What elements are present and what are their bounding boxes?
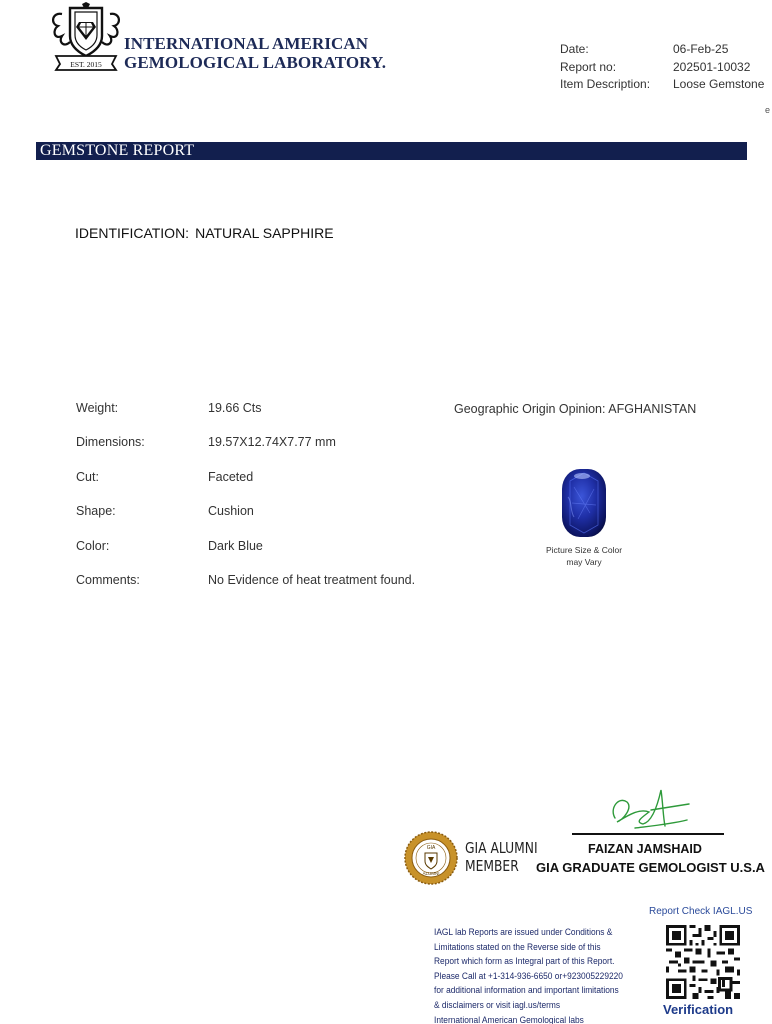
weight-value: 19.66 Cts xyxy=(208,401,262,415)
org-name-line1: INTERNATIONAL AMERICAN xyxy=(124,34,369,53)
disclaimer-line: IAGL lab Reports are issued under Conditions & xyxy=(434,927,613,937)
disclaimer-line: & disclaimers or visit iagl.us/terms xyxy=(434,999,561,1010)
signer-name: FAIZAN JAMSHAID xyxy=(588,842,702,856)
meta-overflow-char: e xyxy=(765,105,771,115)
verification-qr-code-icon[interactable] xyxy=(666,925,740,999)
gia-alumni-badge-text xyxy=(465,839,538,875)
item-description-label: Item Description: xyxy=(560,77,651,91)
color-label: Color: xyxy=(76,538,110,553)
identification xyxy=(75,225,334,241)
date-value: 06-Feb-25 xyxy=(673,42,729,56)
detail-row-shape xyxy=(76,504,436,538)
detail-row-weight xyxy=(76,401,436,435)
report-number-value: 202501-10032 xyxy=(673,59,751,74)
identification-label: IDENTIFICATION: xyxy=(75,225,190,241)
emblem-ribbon-text: EST. 2015 xyxy=(70,60,102,69)
gia-alumni-seal-icon xyxy=(404,831,458,885)
disclaimer-line: Limitations stated on the Reverse side of this xyxy=(434,941,601,952)
detail-row-comments xyxy=(76,573,436,607)
identification-value: NATURAL SAPPHIRE xyxy=(195,225,334,241)
cut-value: Faceted xyxy=(208,469,254,484)
item-description-value: Loose Gemstone xyxy=(673,77,765,91)
detail-row-cut xyxy=(76,470,436,504)
comments-label: Comments: xyxy=(76,572,140,587)
gem-caption-line1: Picture Size & Color xyxy=(545,545,623,555)
signature-line xyxy=(572,833,724,835)
lab-emblem-icon xyxy=(48,2,124,72)
organization-name xyxy=(124,34,386,72)
report-title: GEMSTONE REPORT xyxy=(40,142,195,159)
report-number-label: Report no: xyxy=(560,59,617,74)
color-value: Dark Blue xyxy=(208,538,263,553)
shape-value: Cushion xyxy=(208,504,254,519)
gem-details xyxy=(76,401,436,607)
disclaimer-line: International American Gemological labs xyxy=(434,1014,584,1024)
cut-label: Cut: xyxy=(76,469,99,484)
date-label: Date: xyxy=(560,42,589,56)
seal-bottom-text: ALUMNI xyxy=(422,871,440,876)
detail-row-dimensions xyxy=(76,435,436,469)
dimensions-value: 19.57X12.74X7.77 mm xyxy=(208,435,336,450)
gem-caption-line2: may Vary xyxy=(566,557,602,567)
report-check-link[interactable]: Report Check IAGL.US xyxy=(649,906,753,917)
verification-label: Verification xyxy=(663,1002,734,1017)
sapphire-gem-image xyxy=(560,467,608,539)
detail-row-color xyxy=(76,539,436,573)
weight-label: Weight: xyxy=(76,401,119,415)
disclaimer-line: Report which form as Integral part of this Report. xyxy=(434,956,615,967)
gia-badge-line1: GIA ALUMNI xyxy=(465,839,538,857)
gia-badge-line2: MEMBER xyxy=(465,857,519,875)
geographic-origin: Geographic Origin Opinion: AFGHANISTAN xyxy=(454,402,697,416)
disclaimer xyxy=(434,925,639,1024)
dimensions-label: Dimensions: xyxy=(76,435,145,450)
disclaimer-line: Please Call at +1-314-936-6650 or+923005229220 xyxy=(434,970,623,981)
signature-image xyxy=(605,778,695,833)
shape-label: Shape: xyxy=(76,504,116,519)
seal-top-text: GIA xyxy=(426,845,436,851)
comments-value: No Evidence of heat treatment found. xyxy=(208,572,416,587)
report-title-banner xyxy=(36,142,747,160)
disclaimer-line: for additional information and important limitations xyxy=(434,985,619,996)
org-name-line2: GEMOLOGICAL LABORATORY. xyxy=(124,53,387,72)
gem-image-caption xyxy=(534,544,634,568)
signer-title: GIA GRADUATE GEMOLOGIST U.S.A xyxy=(536,860,765,875)
